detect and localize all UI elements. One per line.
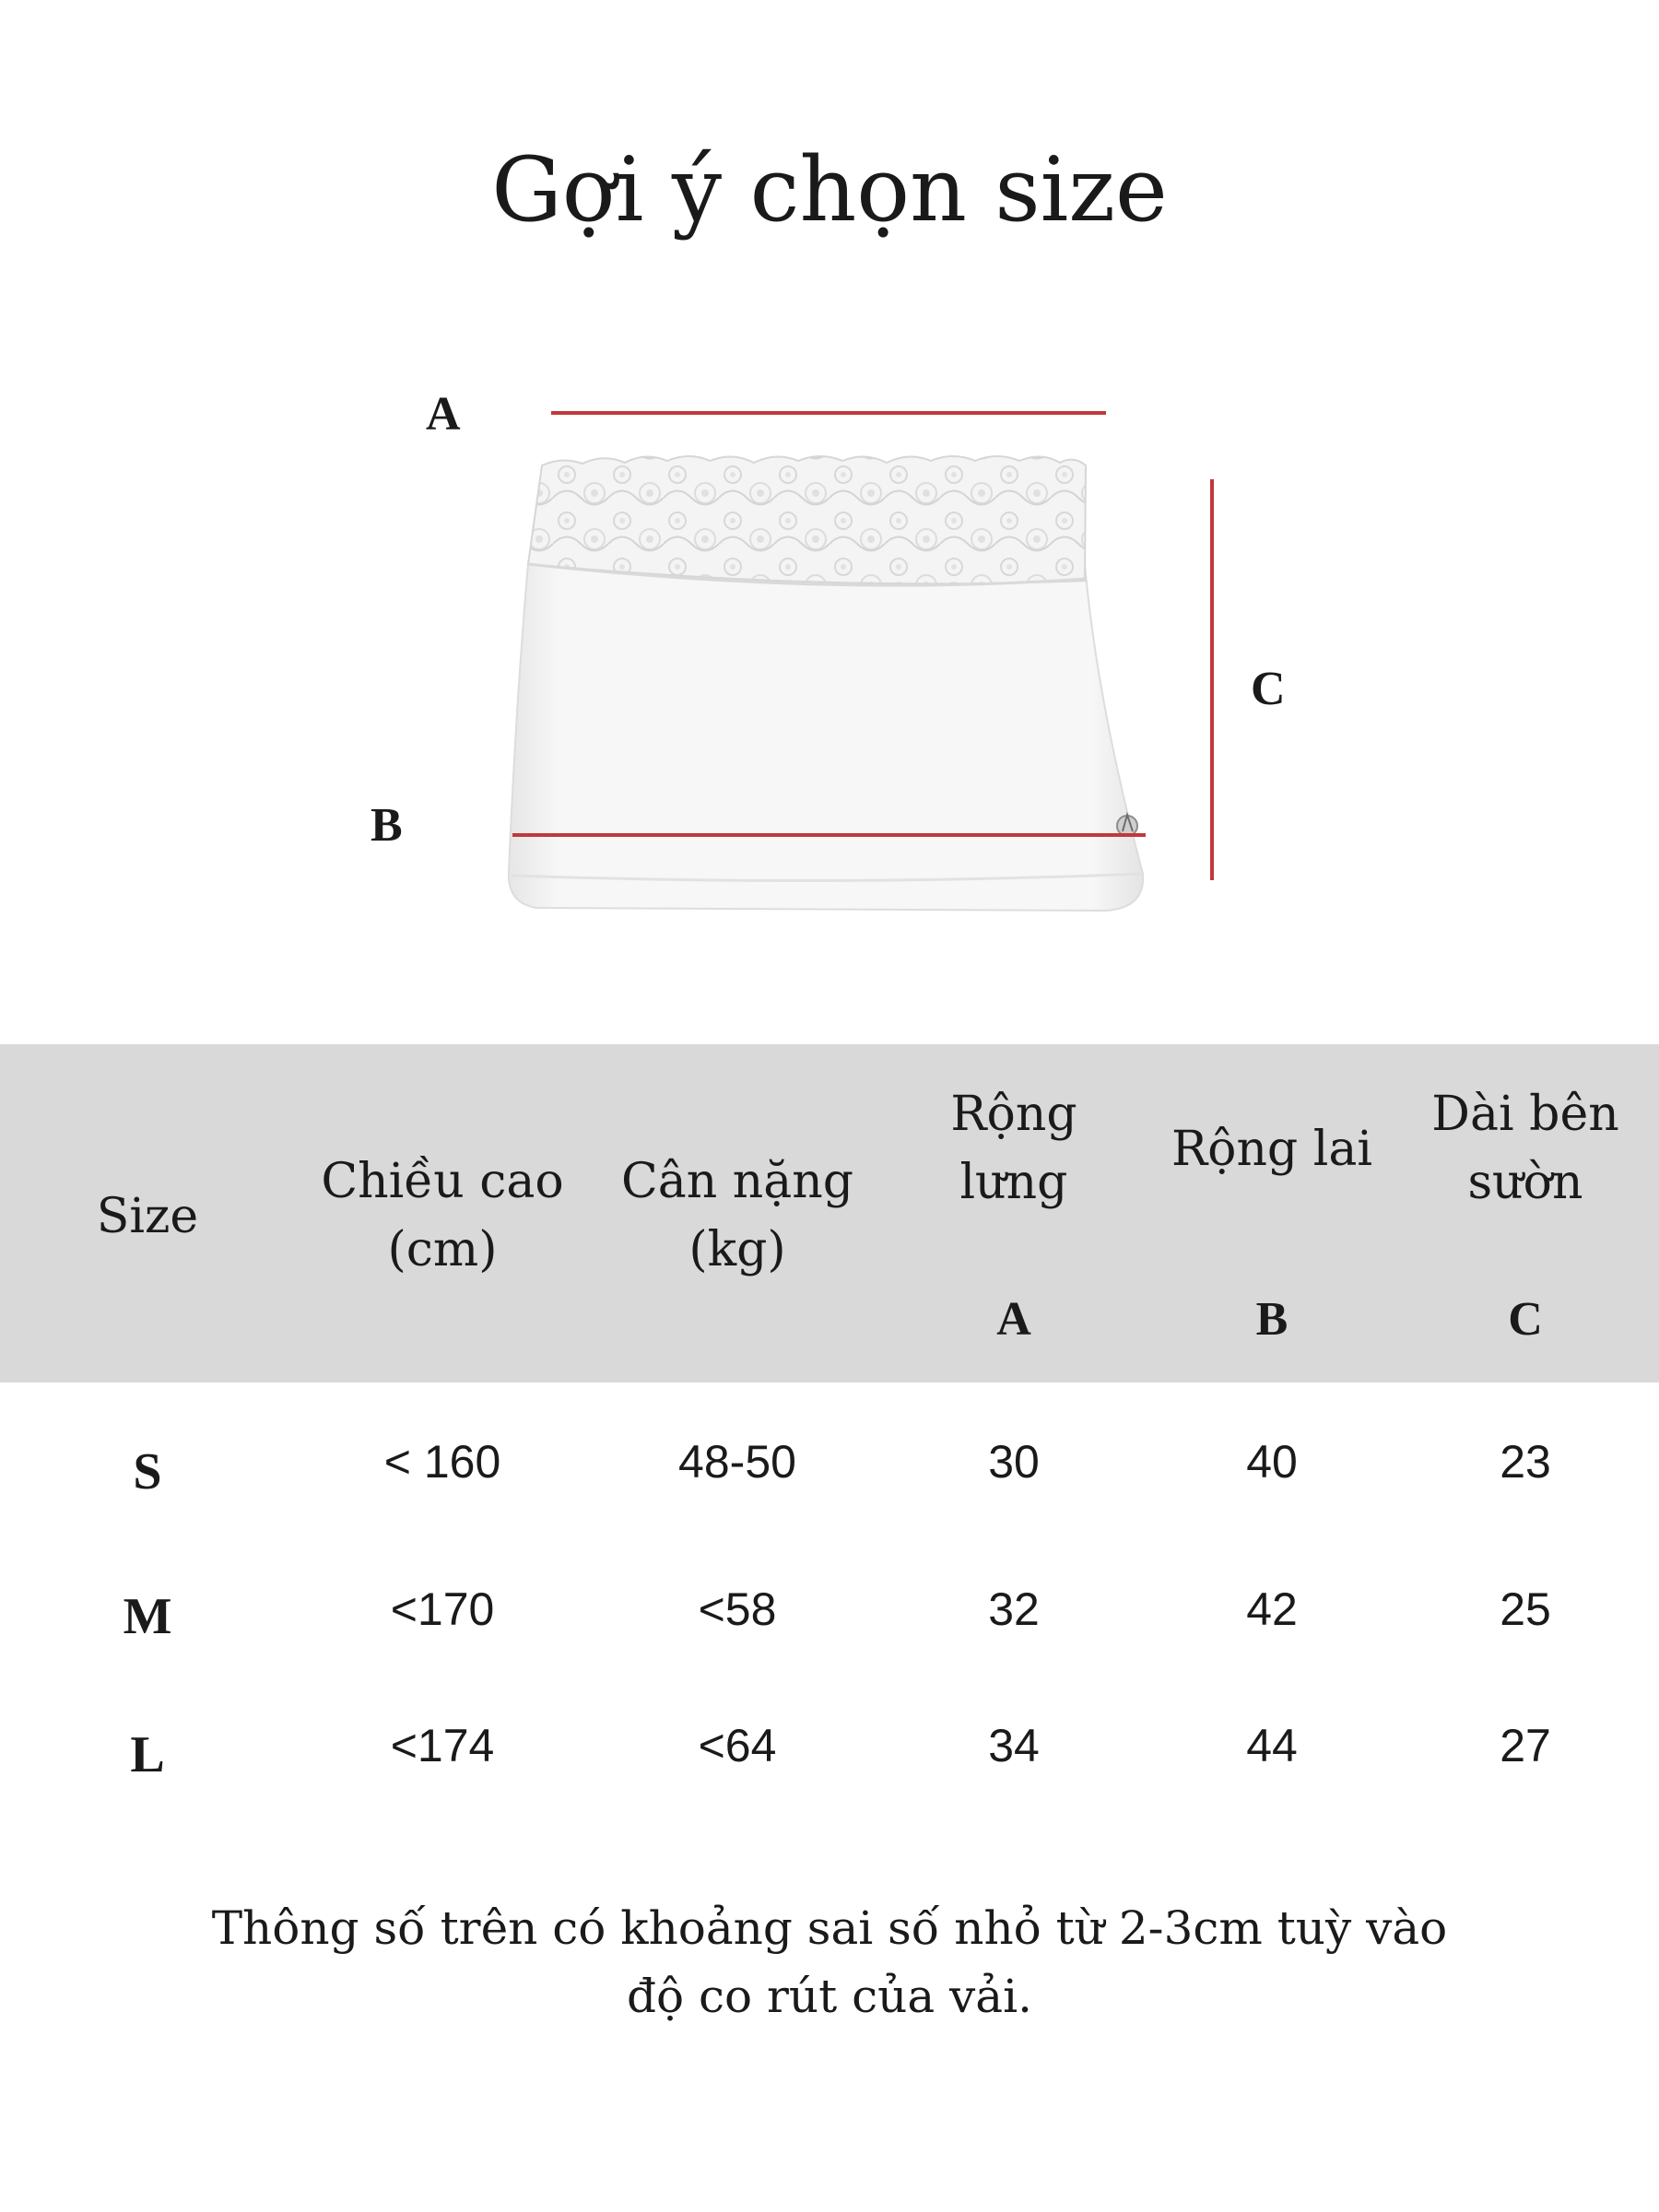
header-weight: Cân nặng (kg) (620, 1154, 854, 1277)
weight-cell: <58 (698, 1583, 777, 1635)
weight-cell: <64 (698, 1720, 777, 1771)
size-cell: L (130, 1726, 165, 1783)
a-cell: 34 (988, 1720, 1040, 1771)
size-cell: S (133, 1443, 162, 1500)
c-cell: 25 (1500, 1583, 1551, 1635)
c-cell: 27 (1500, 1720, 1551, 1771)
skirt-illustration (0, 0, 1659, 1014)
b-cell: 42 (1246, 1583, 1298, 1635)
measurement-note: Thông số trên có khoảng sai số nhỏ từ 2-3cm tuỳ vào độ co rút của vải. (211, 1901, 1448, 2023)
header-letter-a: A (996, 1293, 1031, 1346)
header-size: Size (96, 1189, 199, 1244)
header-letter-c: C (1508, 1293, 1543, 1346)
size-cell: M (123, 1588, 172, 1645)
a-cell: 32 (988, 1583, 1040, 1635)
header-side-length: Dài bên sườn (1431, 1087, 1619, 1210)
page-title: Gợi ý chọn size (491, 138, 1168, 241)
logo-charm-icon (1117, 815, 1137, 836)
height-cell: <170 (390, 1583, 495, 1635)
header-waist-width: Rộng lưng (950, 1087, 1077, 1210)
skirt-body (509, 564, 1143, 911)
c-cell: 23 (1500, 1436, 1551, 1488)
label-a: A (426, 388, 461, 441)
size-diagram (0, 0, 1659, 1014)
header-letter-b: B (1255, 1293, 1288, 1346)
label-b: B (371, 799, 403, 852)
lace-waistband (528, 456, 1086, 583)
label-c: C (1251, 663, 1286, 715)
weight-cell: 48-50 (678, 1436, 796, 1488)
height-cell: < 160 (383, 1436, 501, 1488)
header-height: Chiều cao (cm) (321, 1154, 564, 1277)
height-cell: <174 (390, 1720, 495, 1771)
b-cell: 44 (1246, 1720, 1298, 1771)
b-cell: 40 (1246, 1436, 1298, 1488)
a-cell: 30 (988, 1436, 1040, 1488)
header-hem-width: Rộng lai (1171, 1122, 1373, 1177)
